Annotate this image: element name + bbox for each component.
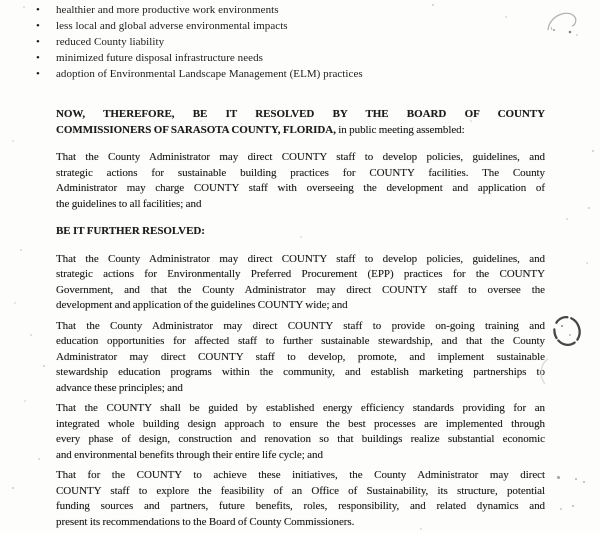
text-line: advance these principles; and <box>56 381 183 394</box>
bullet-text: adoption of Environmental Landscape Management (ELM) practices <box>56 68 363 80</box>
scan-speckle <box>572 505 574 507</box>
bullet-text: less local and global adverse environmental impacts <box>56 20 288 32</box>
energy-efficiency-standards-clause <box>56 401 545 463</box>
text-line: That the County Administrator may direct COUNTY staff to provide on-going training and <box>56 319 545 332</box>
training-and-stewardship-clause <box>56 319 545 397</box>
bullet-marker-icon: • <box>36 52 40 64</box>
scan-speckle <box>30 334 32 336</box>
scan-speckle <box>43 365 45 367</box>
document-body <box>56 107 545 530</box>
text-line: the guidelines to all facilities; and <box>56 197 202 210</box>
scan-speckle <box>23 6 25 8</box>
bullet-item <box>36 50 545 66</box>
bullet-marker-icon: • <box>36 68 40 80</box>
epp-practices-clause <box>56 252 545 314</box>
bullet-text: healthier and more productive work environments <box>56 4 279 16</box>
office-of-sustainability-clause <box>56 468 545 530</box>
scan-speckle <box>588 207 590 209</box>
scan-speckle <box>560 508 562 510</box>
text-line: stewardship education programs within the community, and establish marketing partnerships to <box>56 366 545 378</box>
text-line: Government, and that the County Administrator may direct COUNTY staff to oversee the <box>56 283 545 296</box>
text-line: and environmental benefits through their entire life cycle; and <box>56 448 323 461</box>
text-line: strategic actions for sustainable building practices for COUNTY facilities. The County <box>56 166 545 179</box>
bullet-marker-icon: • <box>36 20 40 32</box>
text-line: strategic actions for Environmentally Preferred Procurement (EPP) practices for the COUNTY <box>56 268 545 280</box>
bullet-item <box>36 34 545 50</box>
scan-speckle <box>575 478 577 480</box>
scan-speckle <box>592 150 594 152</box>
pencil-scribble-mark-icon <box>543 5 583 41</box>
text-line: every phase of design, construction and renovation so that buildings realize substantial economic <box>56 433 545 445</box>
scan-speckle <box>38 458 40 460</box>
sustainable-building-practices-clause <box>56 150 545 212</box>
bullet-item <box>36 66 545 82</box>
text-line: That for the COUNTY to achieve these initiatives, the County Administrator may direct <box>56 469 545 481</box>
document-content <box>36 2 545 533</box>
be-it-further-resolved-heading <box>56 224 545 240</box>
scan-speckle <box>586 262 588 264</box>
text-line: integrated whole building design approach to ensure the best processes are implemented through <box>56 417 545 430</box>
text-line: That the County Administrator may direct COUNTY staff to develop policies, guidelines, and <box>56 252 545 265</box>
scan-speckle <box>24 400 26 402</box>
bullet-marker-icon: • <box>36 4 40 16</box>
bullet-text: minimized future disposal infrastructure needs <box>56 52 263 64</box>
text-line: Administrator may direct COUNTY staff to develop, promote, and implement sustainable <box>56 350 545 363</box>
scan-speckle <box>20 249 22 251</box>
scan-speckle <box>12 140 14 142</box>
text-line: That the COUNTY shall be guided by established energy efficiency standards providing for an <box>56 402 545 414</box>
text-line: Administrator may charge COUNTY staff with overseeing the development and application of <box>56 182 545 194</box>
text-line: development and application of the guidelines COUNTY wide; and <box>56 299 348 311</box>
scan-speckle <box>14 302 16 304</box>
scan-speckle <box>12 487 14 489</box>
text-line: BE IT FURTHER RESOLVED: <box>56 225 205 237</box>
bullet-item <box>36 18 545 34</box>
ring-binder-mark-icon <box>550 311 586 351</box>
scan-speckle <box>583 481 585 483</box>
bullet-item <box>36 2 545 18</box>
text-line: funding sources and partners, future benefits, roles, responsibility, and related dynamics and <box>56 500 545 512</box>
text-line: present its recommendations to the Board of County Commissioners. <box>56 515 355 528</box>
text-line: NOW, THEREFORE, BE IT RESOLVED BY THE BOARD OF COUNTY <box>56 108 545 120</box>
bullet-marker-icon: • <box>36 36 40 48</box>
bullet-list <box>36 2 545 82</box>
bullet-text: reduced County liability <box>56 36 165 48</box>
text-line: COUNTY staff to explore the feasibility of an Office of Sustainability, its structure, potential <box>56 484 545 497</box>
text-line: education opportunities for affected staff to further sustainable stewardship, and that the County <box>56 335 545 347</box>
scan-speckle <box>566 218 568 220</box>
scan-speckle <box>557 476 560 479</box>
now-therefore-resolved-clause <box>56 107 545 138</box>
text-line: COMMISSIONERS OF SARASOTA COUNTY, FLORIDA, in public meeting assembled: <box>56 123 465 136</box>
text-line: That the County Administrator may direct COUNTY staff to develop policies, guidelines, and <box>56 151 545 163</box>
